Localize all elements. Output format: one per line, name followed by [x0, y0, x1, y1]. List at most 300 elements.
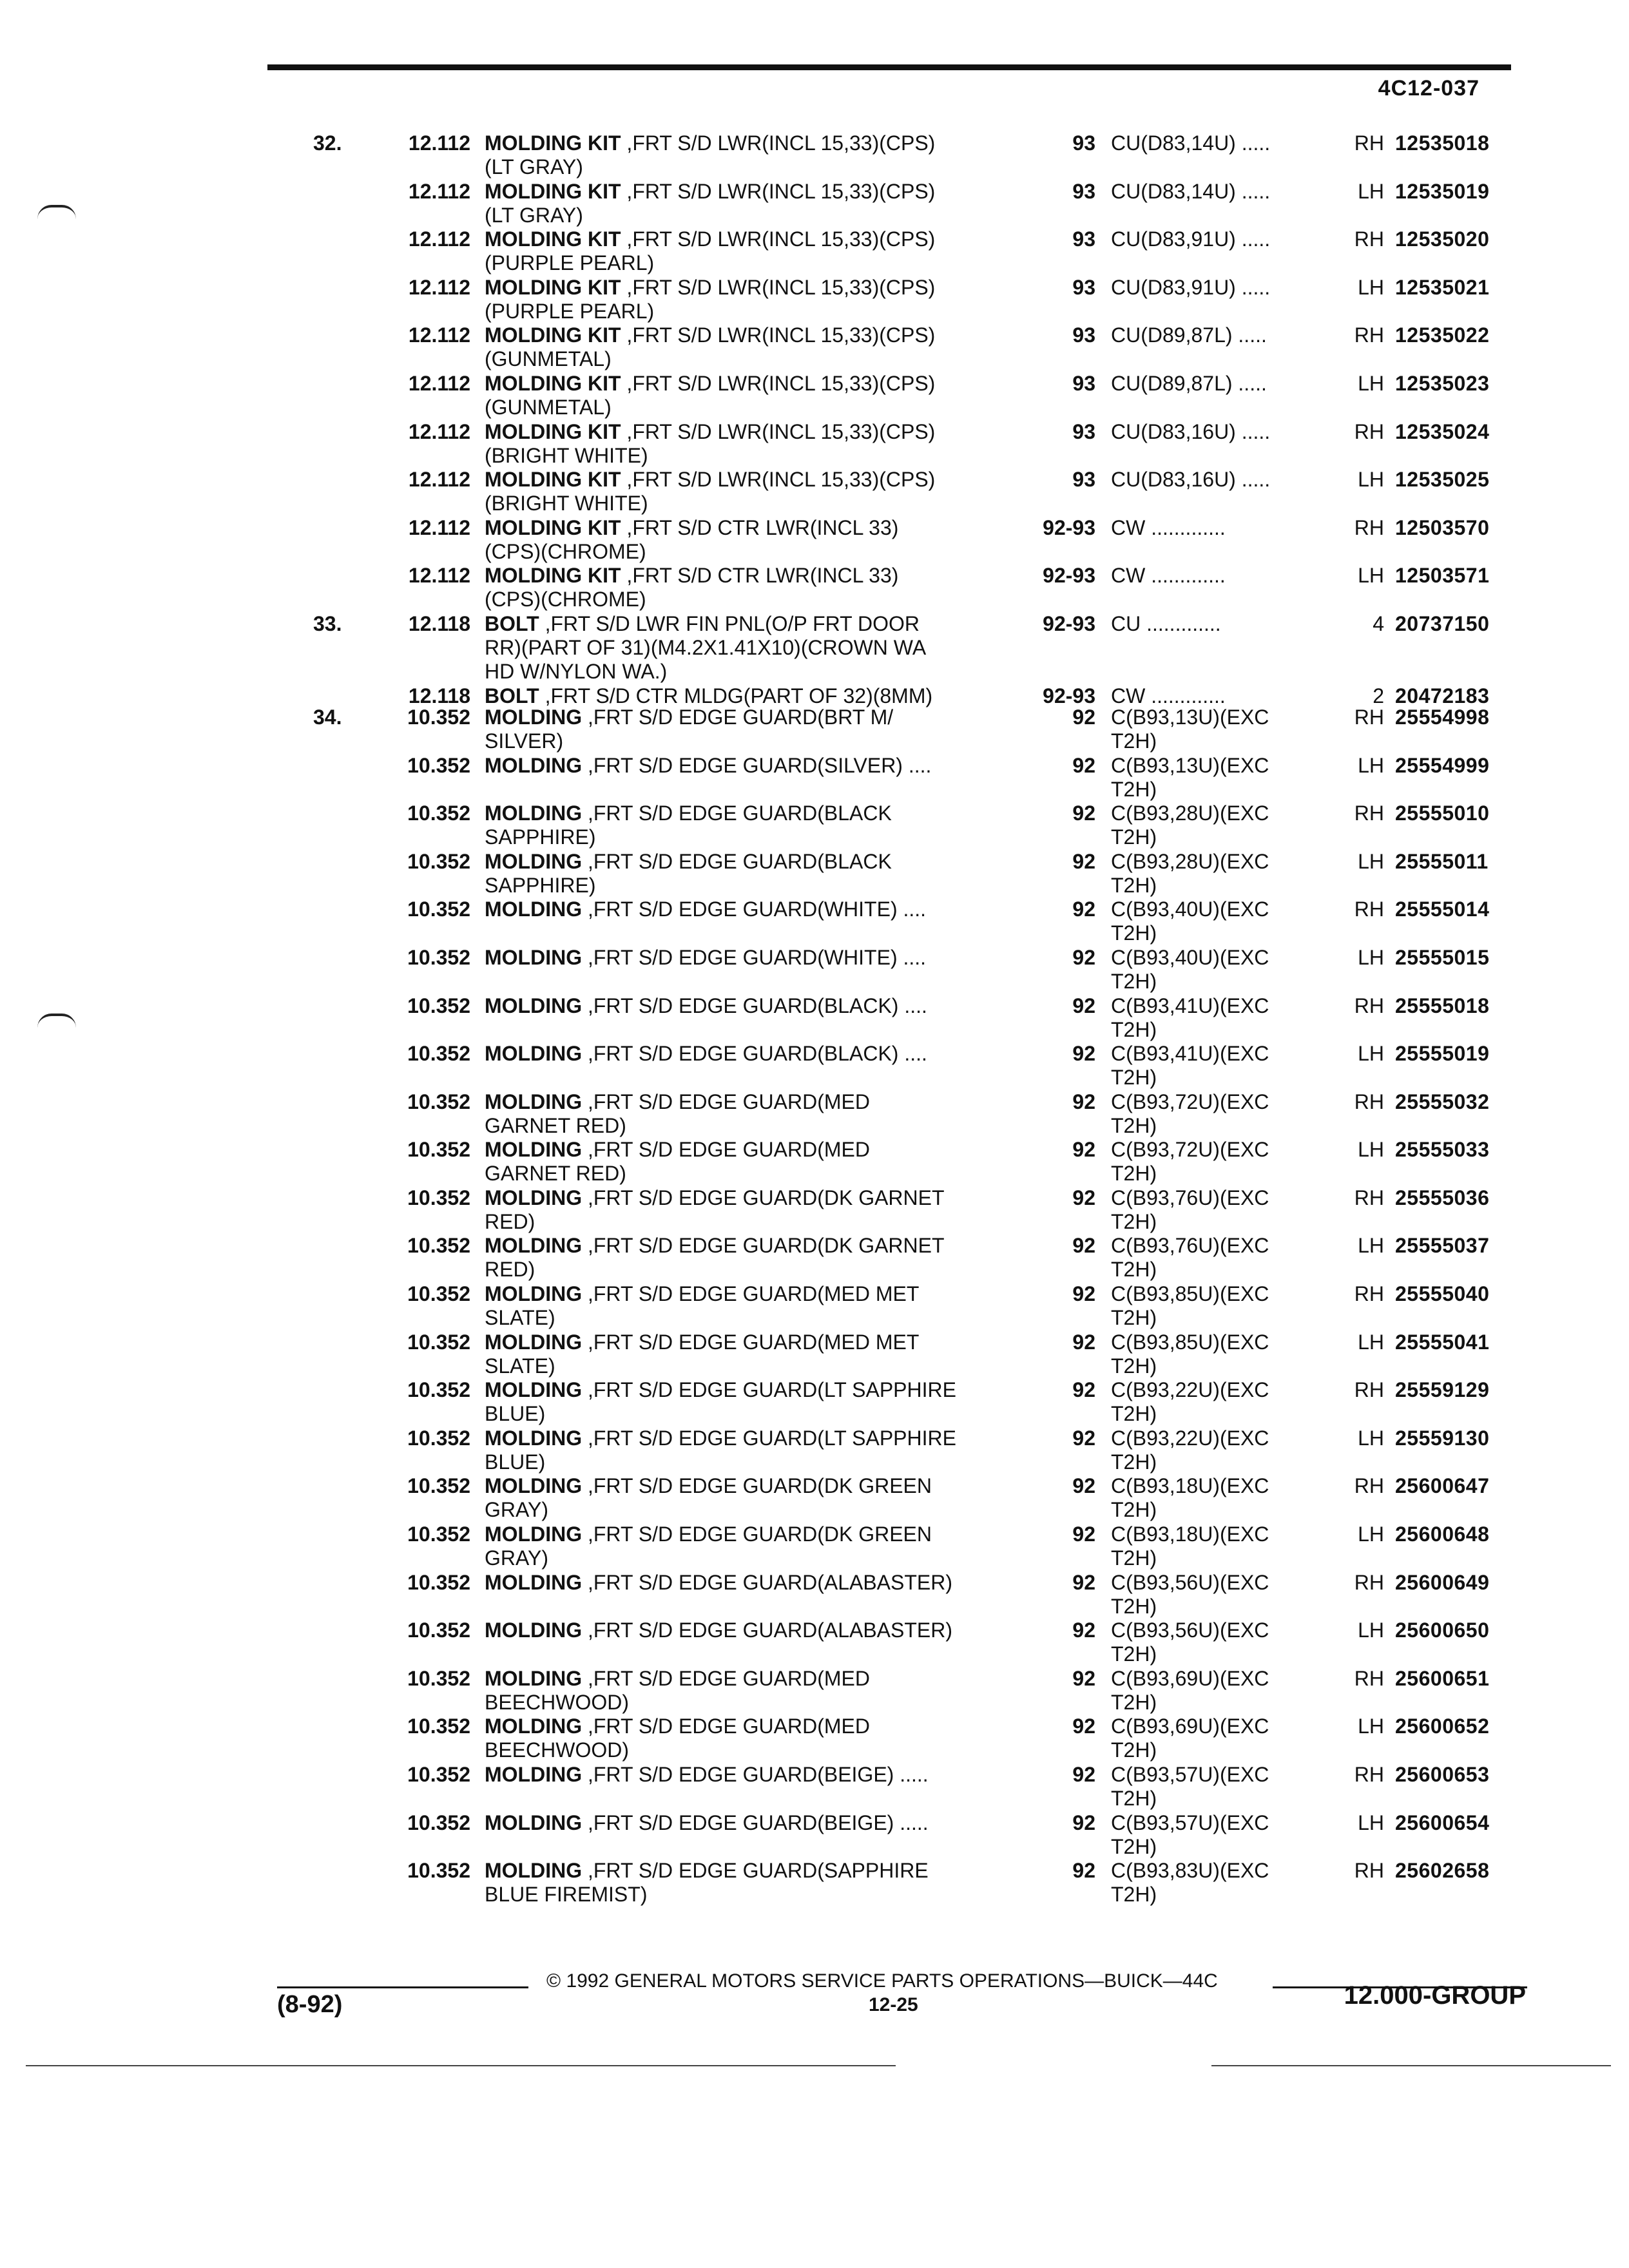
- part-description-cont: BEECHWOOD): [485, 1738, 629, 1762]
- side-or-qty: RH: [1354, 1090, 1384, 1113]
- parts-row: [0, 1619, 1629, 1667]
- part-number: 12535024: [1395, 419, 1490, 443]
- model-year: 92: [1072, 1426, 1095, 1450]
- part-description: [485, 1715, 1013, 1762]
- part-noun: MOLDING: [485, 1715, 583, 1738]
- part-description-text: ,FRT S/D EDGE GUARD(BLACK) ....: [582, 994, 927, 1017]
- part-number: 25555036: [1395, 1186, 1490, 1209]
- part-description: [485, 276, 1013, 323]
- model-code: [1111, 612, 1304, 636]
- side-or-qty: LH: [1358, 179, 1384, 203]
- model-code-cont: T2H): [1111, 1594, 1157, 1618]
- model-code-cont: T2H): [1111, 1642, 1157, 1666]
- model-year: 92: [1072, 1474, 1095, 1498]
- model-code: [1111, 1378, 1304, 1426]
- part-description-text: ,FRT S/D LWR(INCL 15,33)(CPS): [621, 323, 936, 347]
- part-noun: MOLDING: [485, 1523, 583, 1546]
- part-number: 25600654: [1395, 1811, 1490, 1834]
- part-description-text: ,FRT S/D CTR LWR(INCL 33): [621, 564, 899, 588]
- part-description-text: ,FRT S/D CTR MLDG(PART OF 32)(8MM): [539, 684, 933, 707]
- part-noun: MOLDING: [485, 1763, 583, 1786]
- model-code-line: [1111, 276, 1304, 300]
- parts-row: [0, 276, 1629, 324]
- part-noun: MOLDING: [485, 898, 583, 921]
- part-description-cont: GARNET RED): [485, 1113, 626, 1137]
- leader-dots: .....: [1232, 323, 1267, 347]
- part-description-text: ,FRT S/D EDGE GUARD(BEIGE) .....: [582, 1763, 929, 1786]
- model-year: 92: [1072, 1378, 1095, 1402]
- model-code: [1111, 131, 1304, 155]
- model-code-text: CW: [1111, 564, 1146, 588]
- part-number: 25600652: [1395, 1715, 1490, 1738]
- side-or-qty: RH: [1354, 705, 1384, 729]
- model-code-cont: T2H): [1111, 1402, 1157, 1426]
- part-number: 25600648: [1395, 1523, 1490, 1546]
- group-number: 10.352: [407, 1282, 470, 1306]
- side-or-qty: RH: [1354, 802, 1384, 825]
- parts-row: [0, 1282, 1629, 1331]
- part-number: 25554999: [1395, 753, 1490, 777]
- part-description-text: ,FRT S/D LWR(INCL 15,33)(CPS): [621, 227, 936, 251]
- part-description-text: ,FRT S/D EDGE GUARD(SILVER) ....: [582, 753, 932, 777]
- group-number: 10.352: [407, 802, 470, 825]
- part-description: [485, 1138, 1013, 1186]
- model-code-line: [1111, 684, 1304, 708]
- parts-row: [0, 946, 1629, 994]
- model-year: 92: [1072, 1666, 1095, 1690]
- model-code-line: [1111, 946, 1304, 970]
- model-year: 92-93: [1043, 611, 1095, 635]
- part-noun: MOLDING: [485, 945, 583, 969]
- part-description-cont: (LT GRAY): [485, 155, 583, 178]
- part-noun: MOLDING: [485, 1811, 583, 1834]
- model-code-text: CU(D83,91U): [1111, 227, 1236, 251]
- model-code-text: C(B93,57U)(EXC: [1111, 1811, 1269, 1834]
- side-or-qty: LH: [1358, 1330, 1384, 1354]
- side-or-qty: LH: [1358, 371, 1384, 395]
- part-noun: MOLDING KIT: [485, 131, 621, 155]
- group-number: 10.352: [407, 1523, 470, 1546]
- model-code: [1111, 564, 1304, 588]
- model-code-text: C(B93,69U)(EXC: [1111, 1666, 1269, 1690]
- model-year: 93: [1072, 275, 1095, 299]
- group-number: 10.352: [407, 994, 470, 1017]
- model-code-text: C(B93,83U)(EXC: [1111, 1859, 1269, 1883]
- part-description: [485, 1234, 1013, 1282]
- model-code-line: [1111, 1331, 1304, 1354]
- parts-row: [0, 850, 1629, 898]
- bottom-rule-left: [26, 2065, 896, 2066]
- part-number: 12535022: [1395, 323, 1490, 347]
- model-code-text: C(B93,41U)(EXC: [1111, 1042, 1269, 1066]
- model-year: 92: [1072, 753, 1095, 777]
- leader-dots: .............: [1145, 515, 1226, 539]
- part-noun: BOLT: [485, 611, 539, 635]
- part-description-cont: (BRIGHT WHITE): [485, 443, 648, 467]
- parts-row: [0, 1859, 1629, 1907]
- side-or-qty: LH: [1358, 564, 1384, 588]
- part-description-cont: (GUNMETAL): [485, 395, 612, 419]
- model-year: 92: [1072, 1234, 1095, 1258]
- side-or-qty: RH: [1354, 1378, 1384, 1402]
- part-description-text: ,FRT S/D EDGE GUARD(DK GARNET: [582, 1186, 945, 1209]
- parts-row: [0, 754, 1629, 802]
- model-code-cont: T2H): [1111, 1209, 1157, 1233]
- model-code: [1111, 1811, 1304, 1859]
- model-code-text: C(B93,69U)(EXC: [1111, 1715, 1269, 1738]
- part-description-text: ,FRT S/D EDGE GUARD(MED: [582, 1715, 870, 1738]
- part-description: [485, 1859, 1013, 1907]
- part-description-text: ,FRT S/D LWR(INCL 15,33)(CPS): [621, 468, 936, 492]
- part-description: [485, 1331, 1013, 1378]
- side-or-qty: LH: [1358, 1523, 1384, 1546]
- side-or-qty: RH: [1354, 898, 1384, 921]
- model-code: [1111, 1667, 1304, 1715]
- part-description-cont: (PURPLE PEARL): [485, 299, 655, 323]
- part-description-text: ,FRT S/D EDGE GUARD(MED: [582, 1666, 870, 1690]
- part-noun: MOLDING KIT: [485, 179, 621, 203]
- part-description-text: ,FRT S/D LWR(INCL 15,33)(CPS): [621, 275, 936, 299]
- model-year: 92-93: [1043, 564, 1095, 588]
- part-noun: MOLDING KIT: [485, 419, 621, 443]
- part-description-cont: (PURPLE PEARL): [485, 251, 655, 275]
- parts-row: [0, 227, 1629, 276]
- group-number: 10.352: [407, 1666, 470, 1690]
- parts-row: [0, 1474, 1629, 1523]
- part-description-cont: GRAY): [485, 1546, 548, 1570]
- leader-dots: .....: [1235, 419, 1271, 443]
- side-or-qty: RH: [1354, 227, 1384, 251]
- part-number: 25600647: [1395, 1474, 1490, 1498]
- side-or-qty: LH: [1358, 1426, 1384, 1450]
- parts-row: [0, 1042, 1629, 1090]
- model-code: [1111, 684, 1304, 708]
- group-number: 10.352: [407, 1426, 470, 1450]
- group-number: 10.352: [407, 1090, 470, 1113]
- model-code-text: CU(D89,87L): [1111, 323, 1233, 347]
- model-code: [1111, 1523, 1304, 1570]
- part-noun: MOLDING: [485, 1234, 583, 1258]
- model-code-text: C(B93,13U)(EXC: [1111, 753, 1269, 777]
- side-or-qty: LH: [1358, 753, 1384, 777]
- model-code: [1111, 1282, 1304, 1330]
- leader-dots: .............: [1145, 684, 1226, 707]
- model-code: [1111, 468, 1304, 492]
- model-code-line: [1111, 754, 1304, 778]
- leader-dots: .....: [1235, 227, 1271, 251]
- group-number: 12.112: [408, 323, 470, 347]
- model-code: [1111, 1619, 1304, 1666]
- part-noun: MOLDING KIT: [485, 227, 621, 251]
- part-description: [485, 684, 1013, 708]
- part-description: [485, 1427, 1013, 1474]
- part-description-cont: GARNET RED): [485, 1162, 626, 1186]
- part-description: [485, 420, 1013, 468]
- part-number: 25555040: [1395, 1282, 1490, 1306]
- part-description-text: ,FRT S/D EDGE GUARD(MED MET: [582, 1282, 920, 1306]
- part-noun: MOLDING: [485, 802, 583, 825]
- side-or-qty: LH: [1358, 275, 1384, 299]
- model-code-cont: T2H): [1111, 921, 1157, 945]
- model-code-text: CU(D83,14U): [1111, 131, 1236, 155]
- side-or-qty: LH: [1358, 1138, 1384, 1162]
- leader-dots: .....: [1235, 131, 1271, 155]
- model-code: [1111, 706, 1304, 753]
- model-code: [1111, 994, 1304, 1042]
- model-year: 92: [1072, 849, 1095, 873]
- model-year: 92: [1072, 1042, 1095, 1066]
- part-description-text: ,FRT S/D EDGE GUARD(DK GREEN: [582, 1474, 932, 1498]
- group-number: 10.352: [407, 1859, 470, 1883]
- group-number: 12.118: [408, 611, 470, 635]
- part-description-text: ,FRT S/D LWR(INCL 15,33)(CPS): [621, 371, 936, 395]
- model-year: 92: [1072, 1763, 1095, 1786]
- part-description: [485, 1186, 1013, 1234]
- part-description: [485, 1282, 1013, 1330]
- parts-row: [0, 1715, 1629, 1763]
- model-code: [1111, 802, 1304, 849]
- part-description: [485, 1811, 1013, 1835]
- model-code-line: [1111, 372, 1304, 396]
- group-number: 10.352: [407, 1619, 470, 1642]
- side-or-qty: LH: [1358, 1811, 1384, 1834]
- group-number: 10.352: [407, 1570, 470, 1594]
- parts-row: [0, 898, 1629, 946]
- side-or-qty: RH: [1354, 1474, 1384, 1498]
- model-year: 92: [1072, 705, 1095, 729]
- part-description-cont: RED): [485, 1209, 535, 1233]
- part-number: 25555011: [1395, 849, 1489, 873]
- part-noun: MOLDING: [485, 1426, 583, 1450]
- model-code-cont: T2H): [1111, 1017, 1157, 1041]
- part-number: 20472183: [1395, 684, 1490, 707]
- side-or-qty: LH: [1358, 1234, 1384, 1258]
- part-number: 12535019: [1395, 179, 1490, 203]
- part-number: 25555033: [1395, 1138, 1490, 1162]
- model-code-cont: T2H): [1111, 1787, 1157, 1810]
- model-code-line: [1111, 323, 1304, 347]
- part-description-text: ,FRT S/D EDGE GUARD(MED: [582, 1090, 870, 1113]
- part-description: [485, 323, 1013, 371]
- model-code-line: [1111, 994, 1304, 1018]
- model-code-text: C(B93,28U)(EXC: [1111, 802, 1269, 825]
- side-or-qty: RH: [1354, 419, 1384, 443]
- part-description: [485, 850, 1013, 898]
- model-code: [1111, 1186, 1304, 1234]
- side-or-qty: 4: [1373, 611, 1384, 635]
- model-code: [1111, 180, 1304, 204]
- model-code: [1111, 1571, 1304, 1619]
- model-code-line: [1111, 516, 1304, 540]
- part-description-text: ,FRT S/D LWR(INCL 15,33)(CPS): [621, 131, 936, 155]
- model-code-cont: T2H): [1111, 1066, 1157, 1090]
- side-or-qty: LH: [1358, 1715, 1384, 1738]
- model-year: 92: [1072, 1811, 1095, 1834]
- side-or-qty: RH: [1354, 994, 1384, 1017]
- parts-row: [0, 1378, 1629, 1427]
- side-or-qty: RH: [1354, 515, 1384, 539]
- parts-row: [0, 516, 1629, 564]
- part-description: [485, 1474, 1013, 1522]
- model-code-line: [1111, 1282, 1304, 1306]
- model-code-line: [1111, 227, 1304, 251]
- model-year: 92: [1072, 1090, 1095, 1113]
- model-code: [1111, 850, 1304, 898]
- model-code-line: [1111, 1090, 1304, 1114]
- model-code: [1111, 516, 1304, 540]
- side-or-qty: RH: [1354, 1186, 1384, 1209]
- footer-rule-left: [277, 1986, 528, 1988]
- model-year: 93: [1072, 323, 1095, 347]
- part-noun: MOLDING: [485, 753, 583, 777]
- model-year: 92: [1072, 1619, 1095, 1642]
- parts-row: [0, 131, 1629, 180]
- part-noun: MOLDING: [485, 1378, 583, 1402]
- group-number: 10.352: [407, 753, 470, 777]
- model-code-text: C(B93,22U)(EXC: [1111, 1378, 1269, 1402]
- part-number: 25555037: [1395, 1234, 1490, 1258]
- model-code-text: CU(D83,16U): [1111, 468, 1236, 492]
- model-year: 93: [1072, 179, 1095, 203]
- model-code-line: [1111, 706, 1304, 729]
- side-or-qty: LH: [1358, 945, 1384, 969]
- model-code: [1111, 372, 1304, 396]
- model-code-cont: T2H): [1111, 1450, 1157, 1474]
- model-code-cont: T2H): [1111, 1498, 1157, 1522]
- model-year: 92: [1072, 1570, 1095, 1594]
- group-number: 12.112: [408, 131, 470, 155]
- parts-row: [0, 1090, 1629, 1139]
- parts-row: [0, 1186, 1629, 1235]
- part-description-text: ,FRT S/D EDGE GUARD(ALABASTER): [582, 1570, 953, 1594]
- model-year: 92-93: [1043, 515, 1095, 539]
- ref-number: 32.: [313, 131, 342, 155]
- model-code-cont: T2H): [1111, 1546, 1157, 1570]
- side-or-qty: LH: [1358, 1619, 1384, 1642]
- model-code-cont: T2H): [1111, 777, 1157, 801]
- parts-row: [0, 1763, 1629, 1811]
- part-description-text: ,FRT S/D EDGE GUARD(BLACK: [582, 802, 892, 825]
- group-number: 10.352: [407, 1763, 470, 1786]
- model-code-text: C(B93,72U)(EXC: [1111, 1090, 1269, 1113]
- model-code-text: C(B93,56U)(EXC: [1111, 1570, 1269, 1594]
- model-code: [1111, 1331, 1304, 1378]
- model-code-cont: T2H): [1111, 1738, 1157, 1762]
- model-year: 92: [1072, 1282, 1095, 1306]
- part-noun: MOLDING: [485, 1282, 583, 1306]
- model-code-line: [1111, 802, 1304, 825]
- model-code-cont: T2H): [1111, 1834, 1157, 1858]
- parts-row: [0, 612, 1629, 684]
- model-code-cont: T2H): [1111, 1690, 1157, 1714]
- model-year: 92: [1072, 945, 1095, 969]
- part-description-text: ,FRT S/D CTR LWR(INCL 33): [621, 515, 899, 539]
- model-year: 93: [1072, 371, 1095, 395]
- model-code-line: [1111, 1042, 1304, 1066]
- part-noun: MOLDING KIT: [485, 564, 621, 588]
- model-code-text: CU(D83,14U): [1111, 179, 1236, 203]
- part-description-text: ,FRT S/D EDGE GUARD(BLACK: [582, 849, 892, 873]
- model-code-text: C(B93,57U)(EXC: [1111, 1763, 1269, 1786]
- side-or-qty: RH: [1354, 323, 1384, 347]
- model-code: [1111, 1234, 1304, 1282]
- group-number: 12.112: [408, 419, 470, 443]
- part-description: [485, 802, 1013, 849]
- part-noun: MOLDING: [485, 705, 583, 729]
- side-or-qty: RH: [1354, 1570, 1384, 1594]
- part-description-text: ,FRT S/D EDGE GUARD(WHITE) ....: [582, 898, 927, 921]
- model-year: 93: [1072, 227, 1095, 251]
- model-code-cont: T2H): [1111, 729, 1157, 753]
- part-number: 25555014: [1395, 898, 1490, 921]
- part-noun: MOLDING: [485, 1570, 583, 1594]
- part-description-cont: GRAY): [485, 1498, 548, 1522]
- model-code-cont: T2H): [1111, 1354, 1157, 1378]
- part-description-cont: BEECHWOOD): [485, 1690, 629, 1714]
- side-or-qty: LH: [1358, 468, 1384, 492]
- model-code: [1111, 1763, 1304, 1811]
- model-code: [1111, 1715, 1304, 1762]
- part-noun: MOLDING KIT: [485, 371, 621, 395]
- part-noun: MOLDING: [485, 1474, 583, 1498]
- parts-row: [0, 1523, 1629, 1571]
- model-code: [1111, 1138, 1304, 1186]
- parts-row: [0, 1138, 1629, 1186]
- part-description-cont: BLUE): [485, 1450, 546, 1474]
- group-number: 10.352: [407, 1378, 470, 1402]
- ref-number: 34.: [313, 705, 342, 729]
- model-code-cont: T2H): [1111, 1113, 1157, 1137]
- group-number: 10.352: [407, 705, 470, 729]
- part-number: 12535018: [1395, 131, 1490, 155]
- part-description-cont: RED): [485, 1258, 535, 1282]
- footer-date: (8-92): [277, 1991, 343, 2018]
- side-or-qty: RH: [1354, 1859, 1384, 1883]
- part-number: 25555019: [1395, 1042, 1490, 1066]
- part-description: [485, 564, 1013, 611]
- group-number: 12.112: [408, 227, 470, 251]
- model-code-text: C(B93,22U)(EXC: [1111, 1426, 1269, 1450]
- model-code-line: [1111, 1474, 1304, 1498]
- model-code-cont: T2H): [1111, 1162, 1157, 1186]
- model-code-line: [1111, 1378, 1304, 1402]
- parts-list: [0, 131, 1629, 1907]
- part-description-text: ,FRT S/D EDGE GUARD(ALABASTER): [582, 1619, 953, 1642]
- part-description-text: ,FRT S/D LWR(INCL 15,33)(CPS): [621, 419, 936, 443]
- leader-dots: .....: [1235, 468, 1271, 492]
- model-code-text: C(B93,85U)(EXC: [1111, 1330, 1269, 1354]
- parts-row: [0, 180, 1629, 228]
- side-or-qty: RH: [1354, 1666, 1384, 1690]
- model-year: 93: [1072, 419, 1095, 443]
- model-code-line: [1111, 1234, 1304, 1258]
- model-code-line: [1111, 1523, 1304, 1546]
- part-description-text: ,FRT S/D EDGE GUARD(MED MET: [582, 1330, 920, 1354]
- part-description-cont: (CPS)(CHROME): [485, 588, 646, 611]
- part-description-text: ,FRT S/D LWR(INCL 15,33)(CPS): [621, 179, 936, 203]
- model-code-text: CU(D83,91U): [1111, 275, 1236, 299]
- model-code-line: [1111, 1571, 1304, 1595]
- part-description-cont: SAPPHIRE): [485, 825, 596, 849]
- part-description-cont: SAPPHIRE): [485, 873, 596, 897]
- part-number: 25559130: [1395, 1426, 1490, 1450]
- part-noun: MOLDING: [485, 1330, 583, 1354]
- part-description-text: ,FRT S/D EDGE GUARD(MED: [582, 1138, 870, 1162]
- part-description: [485, 1619, 1013, 1642]
- leader-dots: .....: [1235, 275, 1271, 299]
- group-number: 10.352: [407, 1330, 470, 1354]
- part-description-cont: (BRIGHT WHITE): [485, 492, 648, 515]
